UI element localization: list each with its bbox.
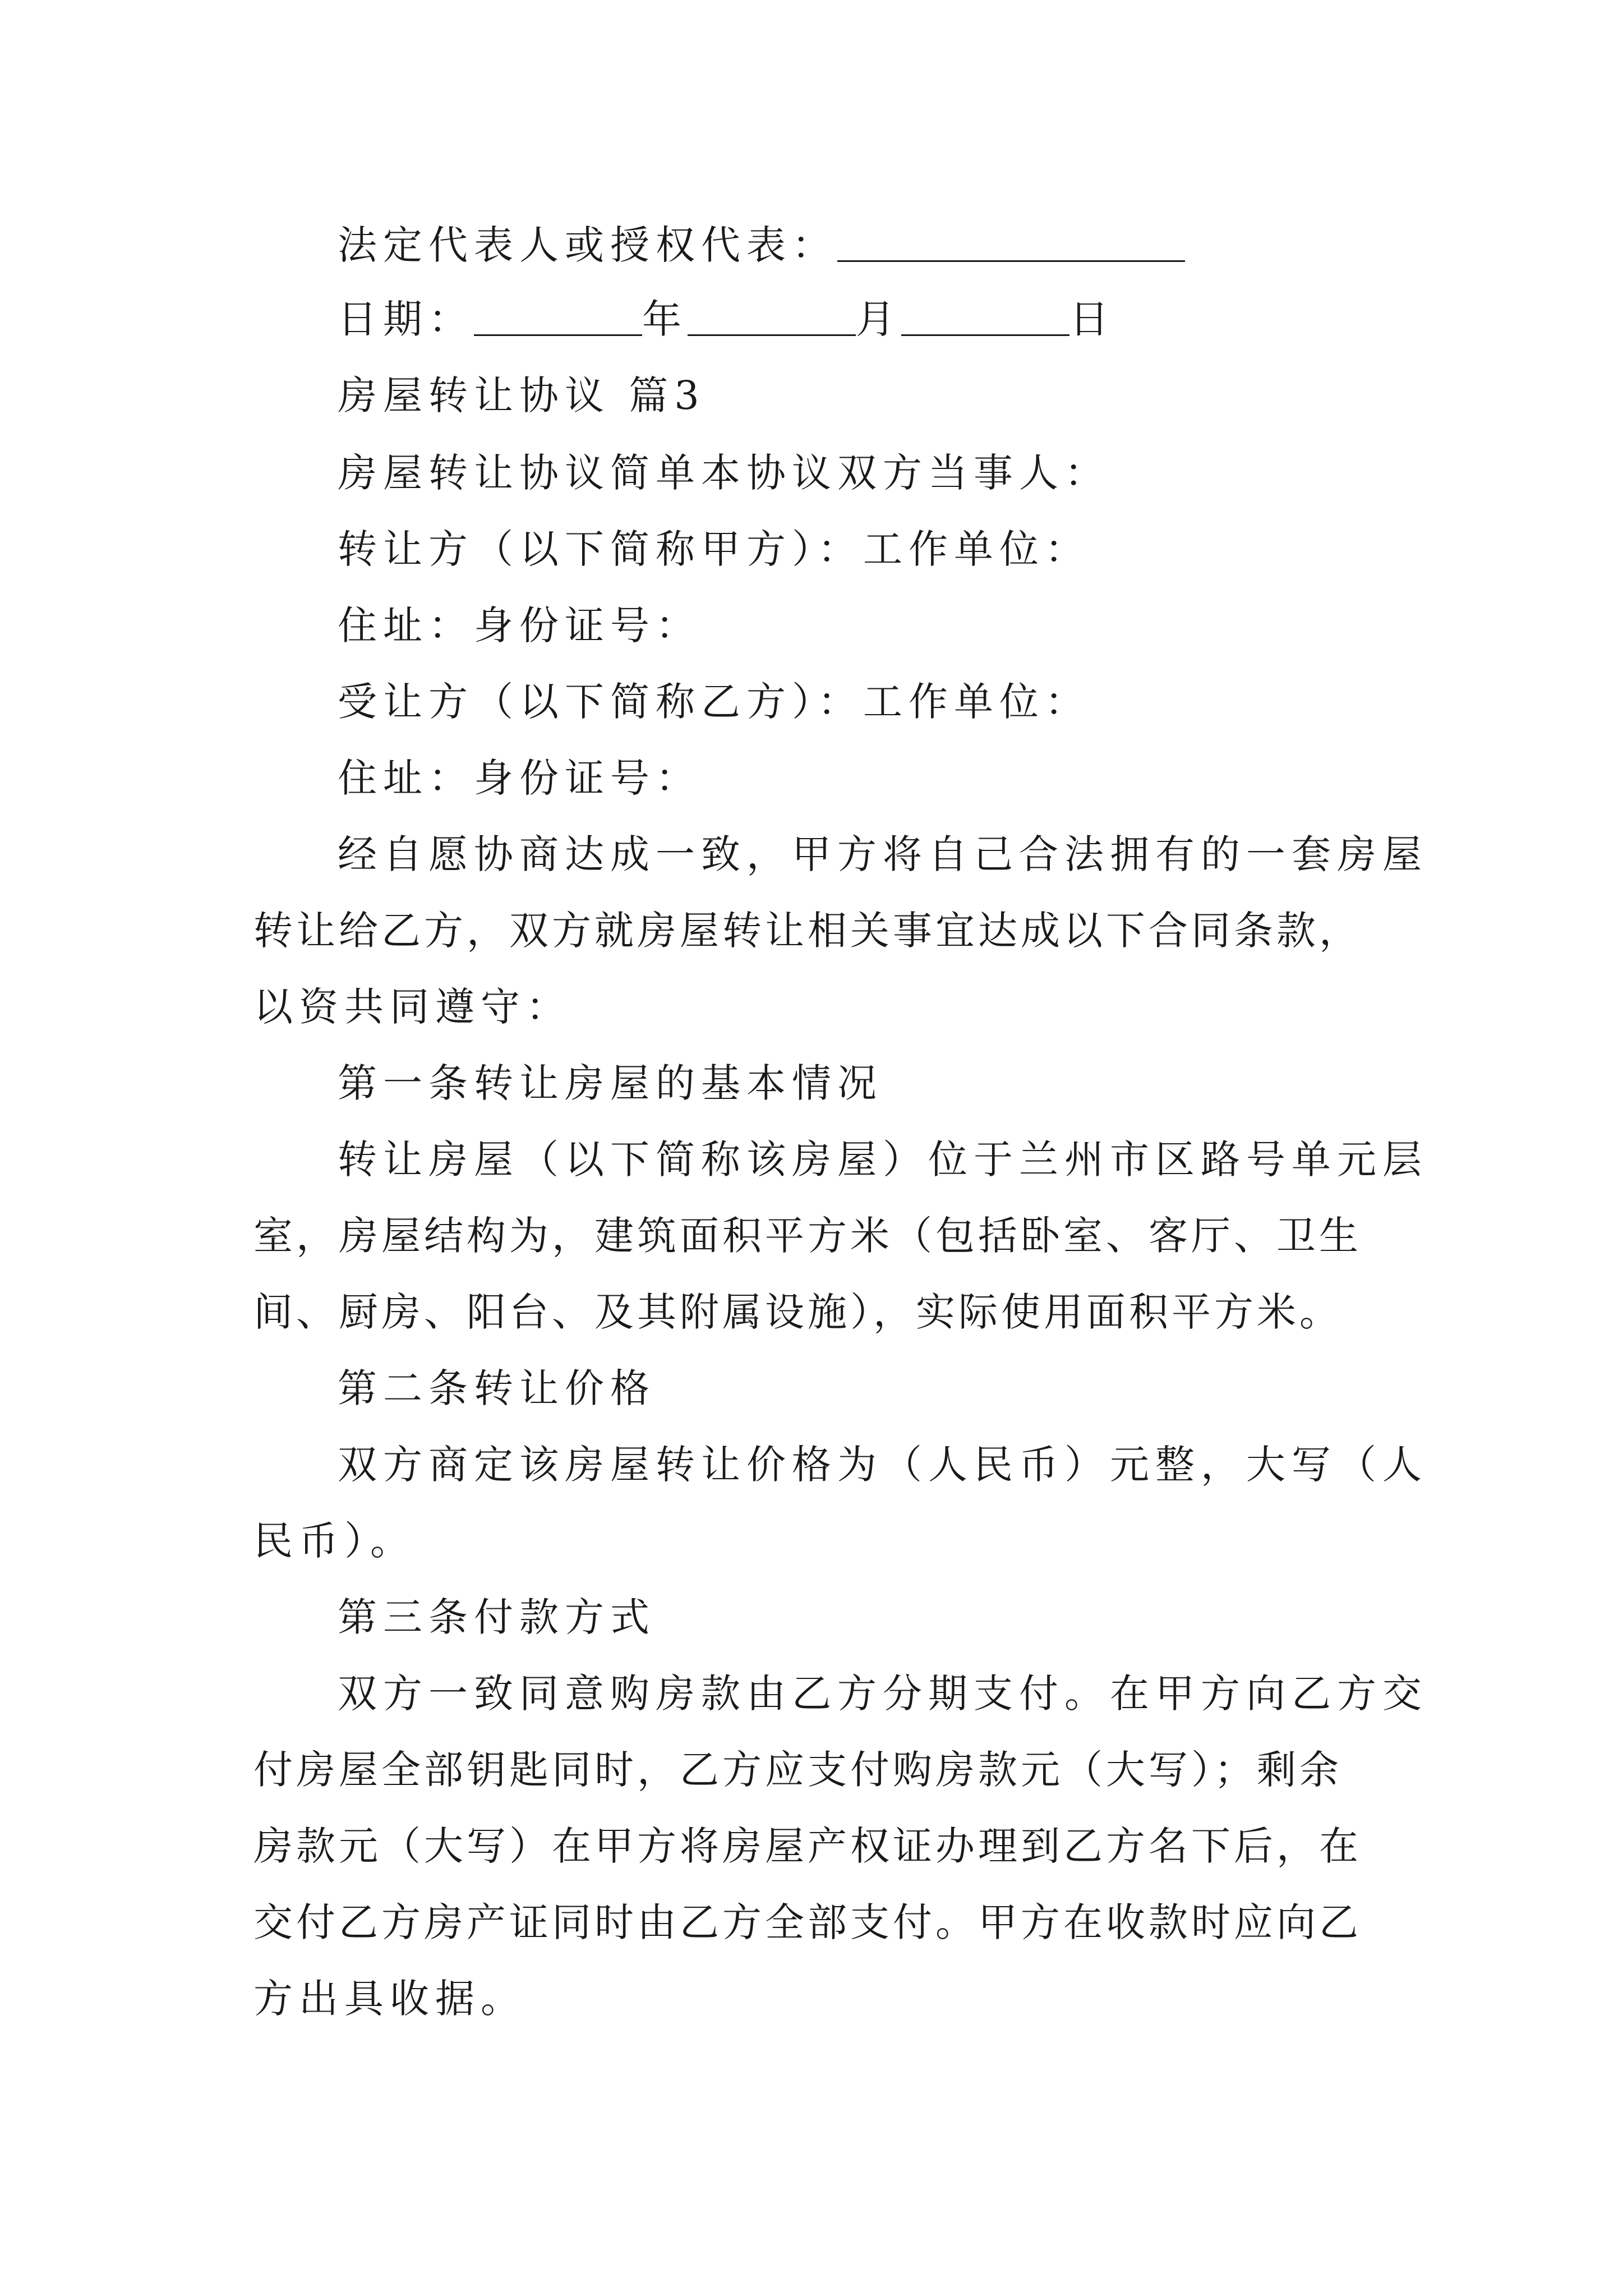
preamble-line-2: 转让给乙方，双方就房屋转让相关事宜达成以下合同条款， [253, 908, 1362, 954]
intro-line: 房屋转让协议简单本协议双方当事人： [338, 450, 1110, 496]
article-3-line-2: 付房屋全部钥匙同时，乙方应支付购房款元（大写）；剩余 [253, 1747, 1342, 1793]
day-blank [901, 334, 1069, 336]
article-2-line-1: 双方商定该房屋转让价格为（人民币）元整，大写（人 [338, 1442, 1428, 1488]
signature-label: 法定代表人或授权代表： [338, 222, 837, 268]
day-label: 日 [1069, 296, 1115, 342]
article-1-line-3: 间、厨房、阳台、及其附属设施），实际使用面积平方米。 [253, 1289, 1342, 1335]
party-a-address-line: 住址：身份证号： [338, 602, 701, 648]
month-blank [688, 334, 856, 336]
preamble-line-1: 经自愿协商达成一致，甲方将自己合法拥有的一套房屋 [338, 831, 1428, 877]
article-2-title: 第二条转让价格 [338, 1365, 656, 1411]
signature-line [338, 222, 1185, 268]
article-3-line-3: 房款元（大写）在甲方将房屋产权证办理到乙方名下后，在 [253, 1823, 1362, 1869]
article-3-line-5: 方出具收据。 [253, 1976, 526, 2022]
article-1-title: 第一条转让房屋的基本情况 [338, 1060, 883, 1106]
preamble-line-3: 以资共同遵守： [253, 984, 571, 1030]
article-1-line-2: 室，房屋结构为，建筑面积平方米（包括卧室、客厅、卫生 [253, 1213, 1362, 1259]
article-1-line-1: 转让房屋（以下简称该房屋）位于兰州市区路号单元层 [338, 1137, 1428, 1182]
article-3-line-4: 交付乙方房产证同时由乙方全部支付。甲方在收款时应向乙 [253, 1899, 1362, 1945]
signature-blank [837, 260, 1185, 262]
section-heading: 房屋转让协议 篇3 [338, 372, 706, 418]
party-b-line: 受让方（以下简称乙方）：工作单位： [338, 679, 1090, 725]
month-label: 月 [856, 296, 901, 342]
year-label: 年 [642, 296, 688, 342]
article-2-line-2: 民币）。 [253, 1518, 416, 1564]
date-line [338, 296, 1115, 342]
party-a-line: 转让方（以下简称甲方）：工作单位： [338, 526, 1090, 572]
article-3-title: 第三条付款方式 [338, 1594, 656, 1640]
article-3-line-1: 双方一致同意购房款由乙方分期支付。在甲方向乙方交 [338, 1671, 1428, 1717]
date-label: 日期： [338, 296, 474, 342]
party-b-address-line: 住址：身份证号： [338, 755, 701, 801]
year-blank [474, 334, 642, 336]
